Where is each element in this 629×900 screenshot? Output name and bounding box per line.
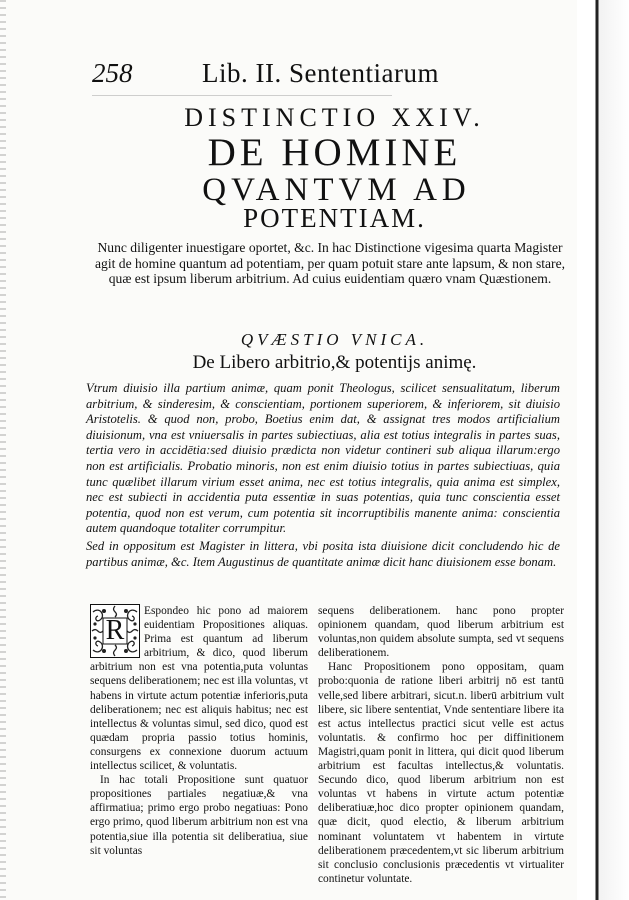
right-column — [318, 604, 564, 886]
distinction-title: DISTINCTIO XXIV. — [184, 103, 485, 132]
running-header — [92, 58, 562, 88]
left-paragraph-2: In hac totali Propositione sunt quatuor propositiones partiales negatiuæ,& vna affirmatiua; primo ergo probo negatiuas: Pono ergo primo, quod liberum arbitrium non est vna potentia,siue illa potentia sit deliberatiua, siue sit voluntas — [90, 774, 308, 857]
header-rule — [92, 95, 392, 96]
page-number: 258 — [92, 58, 133, 88]
right-paragraph-2: Hanc Propositionem pono oppositam, quam probo:quonia de ratione liberi arbitrij nō est tantū velle,sed libere arbitrari, sicut.n. liberū arbitrium vult libere, sic libere sententiat, Vnde sententiare libere ita est actus intellectus practici sicut velle est actus voluntatis. & confirmo hoc per diffinitionem Magistri,quam ponit in littera, qui dicit quod liberum arbitrium est facultas intellectus,& voluntatis. Secundo dico, quod liberum arbitrium non est voluntas vt habens in virtute actum potentiæ deliberatiuæ,hoc dico propter opinionem quandam, quæ dicit, quod electio, & liberum arbitrium nominant voluntatem vt habentem in virtute deliberationem præcedentem,vt sic liberum arbitrium sit conclusio conclusionis præcedentis vt virtualiter continetur voluntate. — [318, 661, 564, 885]
running-title: Lib. II. Sententiarum — [202, 58, 439, 88]
chapter-title-line-1: DE HOMINE — [207, 131, 462, 174]
intro-paragraph: Nunc diligenter inuestigare oportet, &c. In hac Distinctione vigesima quarta Magister agit de homine quantum ad potentiam, per quam potuit stare ante lapsum, & non stare, quæ est ipsum liberum arbitrium. Ad cuius euidentiam quæro vnam Quæstionem. — [95, 240, 565, 286]
argument-paragraph: Vtrum diuisio illa partium animæ, quam ponit Theologus, scilicet sensualitatum, liberum arbitrium, & sinderesim, & conscientiam, portionem superiorem, & inferiorem, sit diuisio Aristotelis. & quod non, probo, Boetius enim dat, & assignat tres modos artificialium diuisionum, vna est vniuersalis in partes subiectiuas, alia est totius integralis in partes suas, tertia vero in accidētia:sed diuisio prædicta non videtur contineri sub aliqua illarum:ergo non est artificialis. Probatio minoris, non est enim diuisio totius in partes subiectiuas, quia tunc quælibet illarum virium esset anima, nec est totius integralis, quia anima est simplex, nec est subiecti in accidentia puta essentiæ in suas potentias, quia tunc conscientia esset potentia, quod non est verum, cum potentia sit incorruptibilis manente anima: conscientia autem quandoque totaliter corrumpitur. — [86, 381, 560, 536]
right-paragraph-1: sequens deliberationem. hanc pono propter opinionem quandam, quod liberum arbitrium est voluntas,non quidem absolute sumpta, sed vt sequens deliberationem. — [318, 605, 564, 660]
left-paragraph-1: Espondeo hic pono ad maiorem euidentiam Propositiones aliquas. Prima est quantum ad liberum arbitrium, & dico, quod liberum arbitrium non est vna potentia,puta voluntas sequens deliberationem; nec est illa voluntas, vt habens in virtute actum potentiæ inferioris,puta deliberationem; nec est aliquis habitus; nec est intellectus & voluntas simul, sed dico, quod est quædam propria passio totius hominis, consurgens ex connexione duorum actuum intellectus scilicet, & voluntatis. — [90, 605, 308, 773]
left-column — [90, 604, 308, 858]
chapter-title-line-3: POTENTIAM. — [243, 203, 426, 233]
arguments-block — [86, 381, 560, 570]
initial-letter: R — [105, 615, 125, 646]
chapter-title-line-2: QVANTVM AD — [202, 172, 471, 208]
sed-contra-paragraph: Sed in oppositum est Magister in littera, vbi posita ista diuisione dicit concludendo hic de partibus animæ, &c. Item Augustinus de quantitate animæ dicit hanc diuisionem esse bonam. — [86, 538, 560, 569]
question-subheading: De Libero arbitrio,& potentijs animę. — [192, 352, 477, 373]
question-heading: QVÆSTIO VNICA. — [240, 330, 429, 349]
ornamental-initial — [90, 604, 140, 658]
